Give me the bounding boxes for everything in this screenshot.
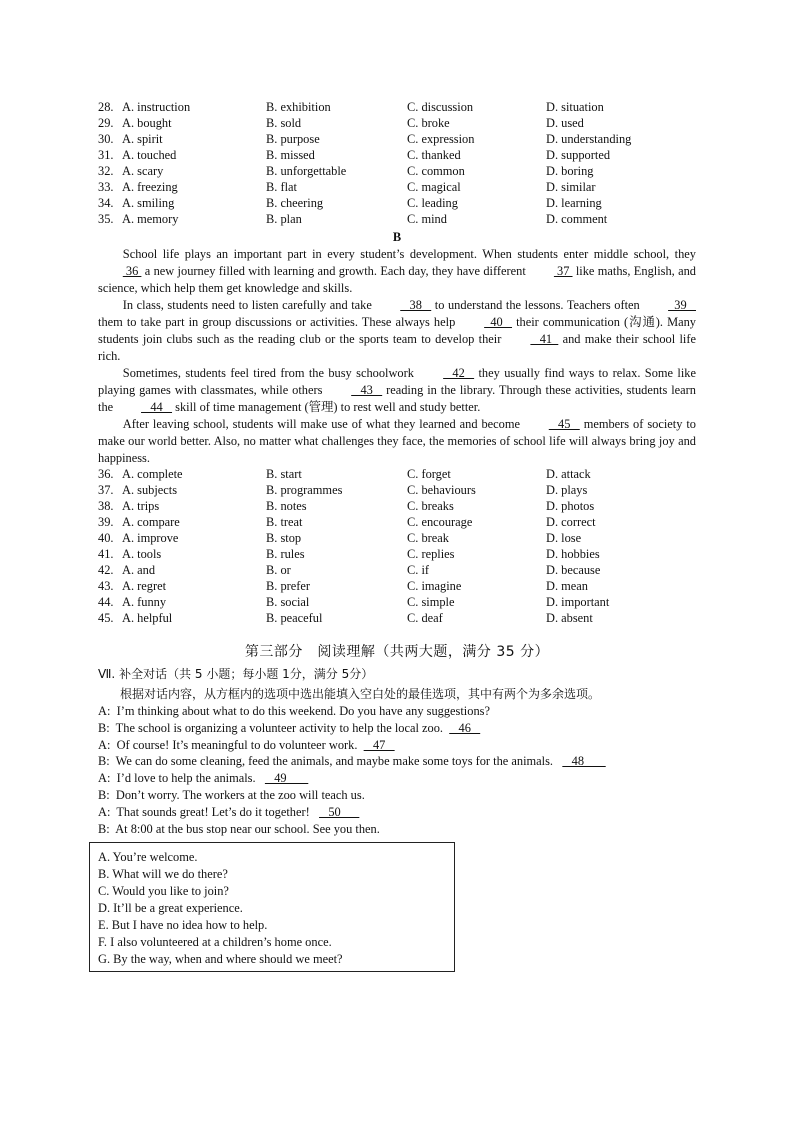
question-number: 40. xyxy=(98,531,114,545)
option-b[interactable]: B. plan xyxy=(266,212,302,226)
blank-36[interactable]: 36 xyxy=(122,264,142,278)
option-c[interactable]: C. break xyxy=(407,531,449,545)
option-d[interactable]: D. plays xyxy=(546,483,588,497)
option-c[interactable]: C. deaf xyxy=(407,611,443,625)
passage-paragraph-2: In class, students need to listen carefully and take 38 to understand the lessons. Teachers often 39 them to take part in group discussions or activities. These always help 40 their communication (沟通). Many students join clubs such as the reading club or the sports team to develop their 41 and make their school life rich. xyxy=(98,298,696,363)
option-a[interactable]: A. complete xyxy=(122,467,183,481)
option-d[interactable]: D. lose xyxy=(546,531,582,545)
question-number: 37. xyxy=(98,483,114,497)
choice-box xyxy=(89,842,455,972)
passage-paragraph-1: School life plays an important part in every student’s development. When students enter middle school, they 36 a new journey filled with learning and growth. Each day, they have different 37 like maths, English, and science, which help them get knowledge and skills. xyxy=(98,247,697,295)
dialogue-line xyxy=(98,804,698,821)
option-c[interactable]: C. mind xyxy=(407,212,447,226)
option-d[interactable]: D. understanding xyxy=(546,132,632,146)
choice-option[interactable]: C. Would you like to join? xyxy=(98,884,229,898)
option-d[interactable]: D. correct xyxy=(546,515,596,529)
option-a[interactable]: A. regret xyxy=(122,579,167,593)
dialogue-text: A: That sounds great! Let’s do it together! xyxy=(98,804,320,819)
question-option-row xyxy=(98,147,698,163)
dialogue-line xyxy=(98,737,698,754)
option-a[interactable]: A. smiling xyxy=(122,196,175,210)
option-c[interactable]: C. replies xyxy=(407,547,455,561)
option-b[interactable]: B. flat xyxy=(266,180,297,194)
question-number: 30. xyxy=(98,132,114,146)
blank-45[interactable]: 45 xyxy=(548,417,580,431)
option-a[interactable]: A. and xyxy=(122,563,156,577)
option-c[interactable]: C. imagine xyxy=(407,579,462,593)
choice-option[interactable]: D. It’ll be a great experience. xyxy=(98,901,243,915)
dialogue-text: B: At 8:00 at the bus stop near our school. See you then. xyxy=(98,821,380,836)
dialogue-text: B: We can do some cleaning, feed the animals, and maybe make some toys for the animals. xyxy=(98,754,563,769)
question-option-row xyxy=(98,99,698,115)
option-d[interactable]: D. important xyxy=(546,595,610,609)
option-d[interactable]: D. similar xyxy=(546,180,596,194)
dialogue-line xyxy=(98,821,698,838)
option-a[interactable]: A. instruction xyxy=(122,100,191,114)
option-d[interactable]: D. because xyxy=(546,563,601,577)
dialogue-line xyxy=(98,787,698,804)
option-c[interactable]: C. leading xyxy=(407,196,458,210)
question-number: 44. xyxy=(98,595,114,609)
question-option-row xyxy=(98,610,698,626)
question-number: 34. xyxy=(98,196,114,210)
option-a[interactable]: A. improve xyxy=(122,531,179,545)
option-c[interactable]: C. forget xyxy=(407,467,451,481)
question-option-row xyxy=(98,530,698,546)
question-number: 33. xyxy=(98,180,114,194)
choice-option[interactable]: E. But I have no idea how to help. xyxy=(98,918,268,932)
option-c[interactable]: C. magical xyxy=(407,180,461,194)
dialogue-blank[interactable]: 46 xyxy=(449,720,481,735)
option-b[interactable]: B. sold xyxy=(266,116,302,130)
option-b[interactable]: B. start xyxy=(266,467,302,481)
dialogue-text: A: I’d love to help the animals. xyxy=(98,771,265,786)
question-number: 32. xyxy=(98,164,114,178)
passage-paragraph-4: After leaving school, students will make use of what they learned and become 45 members of society to make our world better. Also, no matter what challenges they face, the memories of school life will always bring joy and happiness. xyxy=(98,417,696,465)
section-b-heading: B xyxy=(392,230,402,244)
option-a[interactable]: A. bought xyxy=(122,116,172,130)
question-option-row xyxy=(98,562,698,578)
question-option-row xyxy=(98,179,698,195)
blank-38[interactable]: 38 xyxy=(400,298,432,312)
options-group-36-45 xyxy=(98,466,698,626)
part7-instruction: 根据对话内容，从方框内的选项中选出能填入空白处的最佳选项，其中有两个为多余选项。 xyxy=(120,687,601,701)
option-a[interactable]: A. freezing xyxy=(122,180,178,194)
question-option-row xyxy=(98,498,698,514)
question-number: 31. xyxy=(98,148,114,162)
option-b[interactable]: B. exhibition xyxy=(266,100,331,114)
dialogue-text: B: The school is organizing a volunteer activity to help the local zoo. xyxy=(98,720,450,735)
option-c[interactable]: C. if xyxy=(407,563,430,577)
option-b[interactable]: B. missed xyxy=(266,148,315,162)
cloze-passage xyxy=(98,246,696,467)
question-number: 39. xyxy=(98,515,114,529)
option-d[interactable]: D. boring xyxy=(546,164,594,178)
choice-option[interactable]: A. You’re welcome. xyxy=(98,850,198,864)
question-option-row xyxy=(98,594,698,610)
blank-37[interactable]: 37 xyxy=(553,264,573,278)
option-c[interactable]: C. behaviours xyxy=(407,483,476,497)
option-b[interactable]: B. peaceful xyxy=(266,611,323,625)
question-option-row xyxy=(98,195,698,211)
option-d[interactable]: D. learning xyxy=(546,196,602,210)
option-d[interactable]: D. photos xyxy=(546,499,595,513)
question-number: 45. xyxy=(98,611,114,625)
option-c[interactable]: C. discussion xyxy=(407,100,474,114)
question-option-row xyxy=(98,514,698,530)
dialogue-text: A: Of course! It’s meaningful to do volunteer work. xyxy=(98,737,364,752)
choice-option[interactable]: G. By the way, when and where should we meet? xyxy=(98,952,343,966)
choice-option[interactable]: B. What will we do there? xyxy=(98,867,228,881)
question-option-row xyxy=(98,546,698,562)
question-option-row xyxy=(98,115,698,131)
option-c[interactable]: C. broke xyxy=(407,116,450,130)
blank-40[interactable]: 40 xyxy=(484,315,513,329)
option-d[interactable]: D. comment xyxy=(546,212,608,226)
dialogue-blank[interactable]: 49 xyxy=(264,771,309,786)
option-b[interactable]: B. or xyxy=(266,563,291,577)
option-c[interactable]: C. breaks xyxy=(407,499,454,513)
question-option-row xyxy=(98,131,698,147)
option-d[interactable]: D. used xyxy=(546,116,584,130)
dialogue xyxy=(98,703,698,837)
dialogue-blank[interactable]: 48 xyxy=(562,754,606,769)
option-b[interactable]: B. stop xyxy=(266,531,302,545)
dialogue-line xyxy=(98,703,698,720)
option-b[interactable]: B. prefer xyxy=(266,579,311,593)
blank-39[interactable]: 39 xyxy=(668,298,696,312)
option-c[interactable]: C. encourage xyxy=(407,515,473,529)
question-option-row xyxy=(98,163,698,179)
part7-heading: Ⅶ. 补全对话（共 5 小题；每小题 1分，满分 5分） xyxy=(98,667,374,681)
option-d[interactable]: D. situation xyxy=(546,100,604,114)
dialogue-text: A: I’m thinking about what to do this weekend. Do you have any suggestions? xyxy=(98,704,490,718)
option-c[interactable]: C. expression xyxy=(407,132,475,146)
passage-paragraph-3: Sometimes, students feel tired from the busy schoolwork 42 they usually find ways to relax. Some like playing games with classmates, while others 43 reading in the library. Through these activities, students learn the 44 skill of time management (管理) to rest well and study better. xyxy=(98,366,696,414)
option-a[interactable]: A. touched xyxy=(122,148,177,162)
option-a[interactable]: A. subjects xyxy=(122,483,178,497)
option-b[interactable]: B. treat xyxy=(266,515,303,529)
question-option-row xyxy=(98,211,698,227)
option-a[interactable]: A. funny xyxy=(122,595,167,609)
dialogue-text: B: Don’t worry. The workers at the zoo will teach us. xyxy=(98,787,365,802)
blank-44[interactable]: 44 xyxy=(141,400,173,414)
option-b[interactable]: B. purpose xyxy=(266,132,320,146)
option-a[interactable]: A. helpful xyxy=(122,611,173,625)
question-option-row xyxy=(98,482,698,498)
question-option-row xyxy=(98,578,698,594)
question-number: 28. xyxy=(98,100,114,114)
dialogue-line xyxy=(98,753,698,770)
option-a[interactable]: A. tools xyxy=(122,547,162,561)
option-d[interactable]: D. mean xyxy=(546,579,588,593)
dialogue-line xyxy=(98,770,698,787)
option-a[interactable]: A. trips xyxy=(122,499,160,513)
question-option-row xyxy=(98,466,698,482)
question-number: 41. xyxy=(98,547,114,561)
option-a[interactable]: A. compare xyxy=(122,515,180,529)
option-d[interactable]: D. attack xyxy=(546,467,591,481)
option-d[interactable]: D. hobbies xyxy=(546,547,600,561)
question-number: 43. xyxy=(98,579,114,593)
option-b[interactable]: B. rules xyxy=(266,547,305,561)
option-c[interactable]: C. simple xyxy=(407,595,455,609)
blank-41[interactable]: 41 xyxy=(530,332,559,346)
dialogue-blank[interactable]: 50 xyxy=(319,804,360,819)
choice-option[interactable]: F. I also volunteered at a children’s home once. xyxy=(98,935,332,949)
question-number: 29. xyxy=(98,116,114,130)
option-c[interactable]: C. common xyxy=(407,164,465,178)
question-number: 38. xyxy=(98,499,114,513)
option-d[interactable]: D. absent xyxy=(546,611,593,625)
options-group-28-35 xyxy=(98,99,698,227)
blank-43[interactable]: 43 xyxy=(351,383,383,397)
option-b[interactable]: B. social xyxy=(266,595,310,609)
question-number: 42. xyxy=(98,563,114,577)
dialogue-line xyxy=(98,720,698,737)
option-a[interactable]: A. spirit xyxy=(122,132,163,146)
part3-title: 第三部分 阅读理解（共两大题，满分 35 分） xyxy=(244,644,550,660)
dialogue-blank[interactable]: 47 xyxy=(363,737,395,752)
option-b[interactable]: B. programmes xyxy=(266,483,343,497)
blank-42[interactable]: 42 xyxy=(443,366,475,380)
option-c[interactable]: C. thanked xyxy=(407,148,461,162)
question-number: 36. xyxy=(98,467,114,481)
option-b[interactable]: B. cheering xyxy=(266,196,324,210)
option-b[interactable]: B. notes xyxy=(266,499,307,513)
option-b[interactable]: B. unforgettable xyxy=(266,164,347,178)
option-d[interactable]: D. supported xyxy=(546,148,611,162)
option-a[interactable]: A. scary xyxy=(122,164,164,178)
option-a[interactable]: A. memory xyxy=(122,212,179,226)
question-number: 35. xyxy=(98,212,114,226)
